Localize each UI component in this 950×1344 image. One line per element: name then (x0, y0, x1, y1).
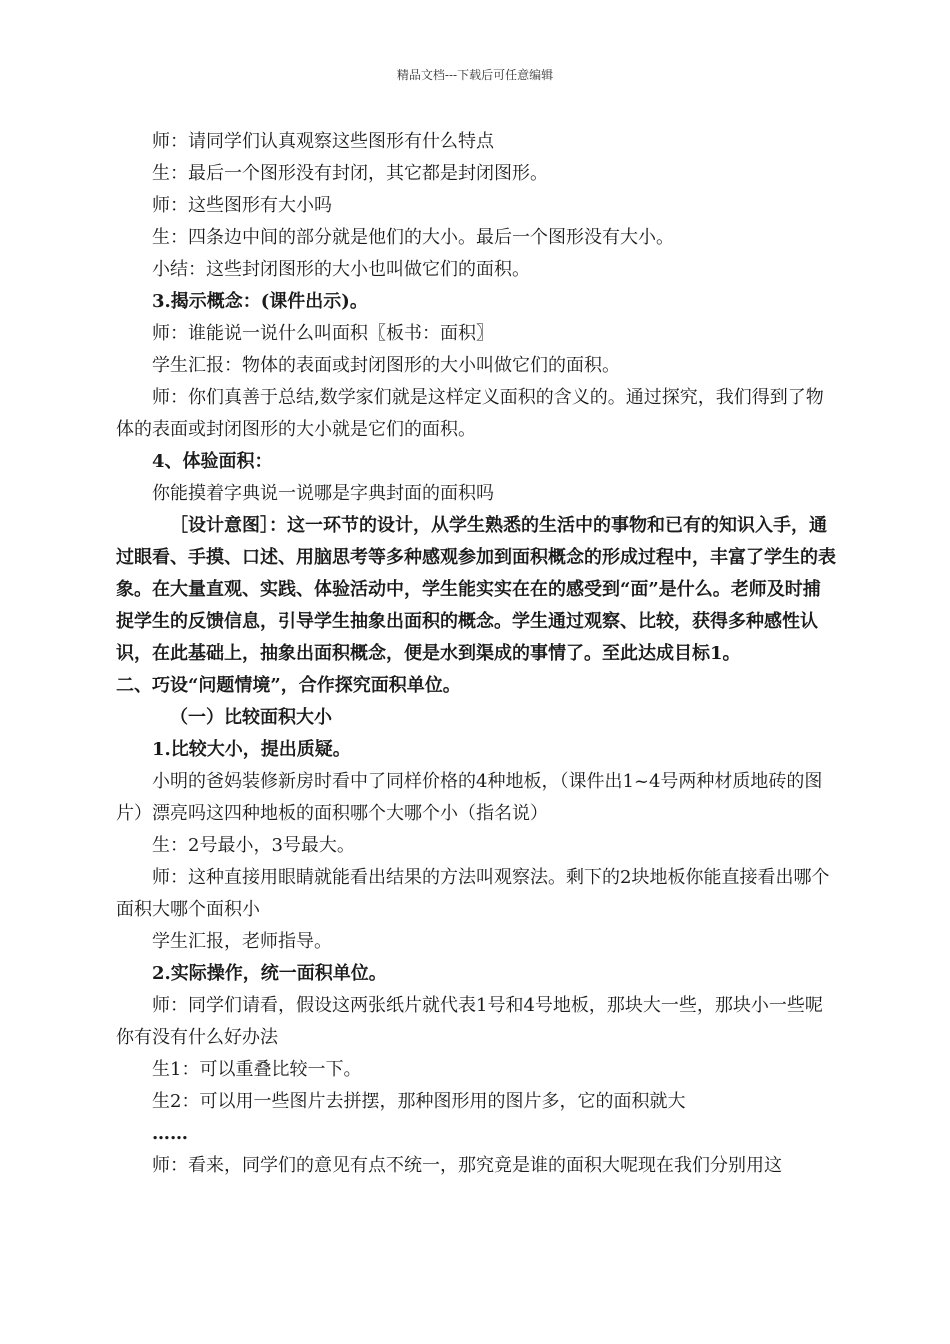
paragraph: 小明的爸妈装修新房时看中了同样价格的4种地板，（课件出1~4号两种材质地砖的图片）漂亮吗这四种地板的面积哪个大哪个小（指名说） (116, 771, 823, 824)
paragraph: 学生汇报，老师指导。 (152, 931, 332, 952)
paragraph: 学生汇报：物体的表面或封闭图形的大小叫做它们的面积。 (152, 355, 620, 376)
paragraph: 生：2号最小，3号最大。 (152, 835, 355, 856)
paragraph: 你能摸着字典说一说哪是字典封面的面积吗 (152, 483, 494, 504)
paragraph: 师：请同学们认真观察这些图形有什么特点 (152, 131, 494, 152)
paragraph: 师：同学们请看，假设这两张纸片就代表1号和4号地板，那块大一些，那块小一些呢你有没有什么好办法 (116, 995, 823, 1048)
paragraph: 生：最后一个图形没有封闭，其它都是封闭图形。 (152, 163, 548, 184)
paragraph: 师：谁能说一说什么叫面积〖板书：面积〗 (152, 323, 494, 344)
paragraph: 师：你们真善于总结,数学家们就是这样定义面积的含义的。通过探究，我们得到了物体的表面或封闭图形的大小就是它们的面积。 (116, 387, 824, 440)
section-heading: 2.实际操作，统一面积单位。 (152, 963, 387, 984)
design-intent-paragraph: ［设计意图］：这一环节的设计，从学生熟悉的生活中的事物和已有的知识入手，通过眼看、手摸、口述、用脑思考等多种感观参加到面积概念的形成过程中，丰富了学生的表象。在大量直观、实践、体验活动中，学生能实实在在的感受到“面”是什么。老师及时捕捉学生的反馈信息，引导学生抽象出面积的概念。学生通过观察、比较，获得多种感性认识，在此基础上，抽象出面积概念，便是水到渠成的事情了。至此达成目标1。 (116, 515, 836, 664)
paragraph: 生1：可以重叠比较一下。 (152, 1059, 362, 1080)
document-body (116, 126, 838, 1182)
section-heading: 3.揭示概念：(课件出示)。 (152, 291, 368, 312)
paragraph: 生2：可以用一些图片去拼摆，那种图形用的图片多，它的面积就大 (152, 1091, 686, 1112)
paragraph: 师：看来，同学们的意见有点不统一，那究竟是谁的面积大呢现在我们分别用这 (152, 1155, 782, 1176)
paragraph: 生：四条边中间的部分就是他们的大小。最后一个图形没有大小。 (152, 227, 674, 248)
subsection-heading: （一）比较面积大小 (170, 707, 332, 728)
page-header: 精品文档---下载后可任意编辑 (396, 68, 554, 82)
ellipsis: …… (152, 1123, 188, 1144)
paragraph: 师：这种直接用眼睛就能看出结果的方法叫观察法。剩下的2块地板你能直接看出哪个面积大哪个面积小 (116, 867, 830, 920)
section-heading: 4、体验面积： (152, 451, 273, 472)
chapter-heading: 二、巧设“问题情境”，合作探究面积单位。 (116, 675, 461, 696)
paragraph: 小结：这些封闭图形的大小也叫做它们的面积。 (152, 259, 530, 280)
section-heading: 1.比较大小，提出质疑。 (152, 739, 351, 760)
paragraph: 师：这些图形有大小吗 (152, 195, 332, 216)
